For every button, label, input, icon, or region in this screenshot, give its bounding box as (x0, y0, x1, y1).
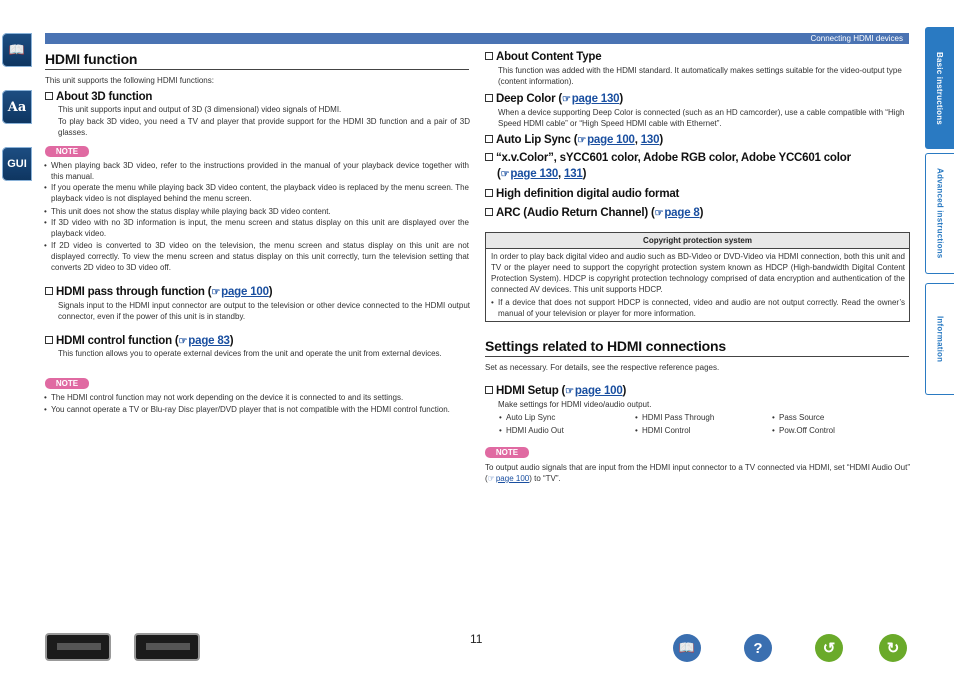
note-badge: NOTE (485, 447, 529, 458)
page-ref-icon: ☞ (211, 287, 221, 298)
page-ref-icon: ☞ (178, 336, 188, 347)
help-button[interactable] (744, 634, 772, 662)
tab-advanced-instructions[interactable]: Advanced instructions (925, 153, 954, 274)
forward-arrow-icon: ↻ (886, 640, 900, 657)
hdmi-setup-heading: HDMI Setup (☞page 100) (485, 385, 626, 397)
copyright-bullet: • If a device that does not support HDCP is connected, video and audio are not output correctly. Read the owner’s manual of your television or player for more information. (498, 297, 905, 319)
about-3d-p1: This unit supports input and output of 3D (3 dimensional) video signals of HDMI. (58, 105, 342, 114)
page-link[interactable]: page 100 (495, 474, 530, 483)
page-number: 11 (470, 632, 483, 646)
contents-button[interactable] (673, 634, 701, 662)
deep-color-heading: Deep Color (☞page 130) (485, 93, 623, 105)
note-item: • If 2D video is converted to 3D video on the television, the menu screen and status display on this unit are not displayed correctly. To view the menu screen and status display on this unit correctly, turn the television setting that converts 2D video to 3D video off. (51, 240, 469, 273)
question-icon: ? (753, 639, 763, 657)
font-icon[interactable]: Aa (2, 90, 32, 124)
note-badge: NOTE (45, 378, 89, 389)
note-text: To output audio signals that are input from the HDMI input connector to a TV connected via HDMI, set “HDMI Audio Out” (☞page 100) to “TV”. (485, 463, 910, 483)
section-header-bar (45, 33, 909, 44)
about-3d-p2: To play back 3D video, you need a TV and player that provide support for the HDMI 3D function and a pair of 3D glasses. (58, 117, 470, 137)
page-link[interactable]: page 130 (510, 168, 559, 180)
page-link[interactable]: 131 (564, 168, 583, 180)
page-ref-icon: ☞ (561, 94, 571, 105)
back-arrow-icon: ↺ (822, 640, 836, 657)
setup-item: • HDMI Control (642, 425, 762, 436)
xvcolor-refs: (☞page 130, 131) (497, 168, 587, 180)
content-type-body: This function was added with the HDMI standard. It automatically makes settings suitable for the video-output type (content information). (498, 66, 902, 86)
forward-button[interactable] (879, 634, 907, 662)
note-badge: NOTE (45, 146, 89, 157)
setup-item: • HDMI Pass Through (642, 412, 762, 423)
page-title: HDMI function (45, 51, 138, 67)
settings-intro: Set as necessary. For details, see the respective reference pages. (485, 363, 720, 372)
pass-through-heading: HDMI pass through function (☞page 100) (45, 286, 272, 298)
hdmi-setup-body: Make settings for HDMI video/audio output. (498, 400, 652, 409)
arc-heading: ARC (Audio Return Channel) (☞page 8) (485, 207, 703, 219)
tab-information[interactable]: Information (925, 283, 954, 395)
note-item: • If you operate the menu while playing back 3D video content, the playback video is replaced by the menu screen. The playback video is not displayed behind the menu screen. (51, 182, 469, 204)
note-item: • This unit does not show the status display while playing back 3D video content. (51, 206, 469, 217)
remote-control-button[interactable] (134, 633, 200, 661)
settings-title: Settings related to HDMI connections (485, 338, 726, 354)
page-link[interactable]: page 8 (664, 207, 700, 219)
section-title: Connecting HDMI devices (810, 34, 903, 43)
deep-color-body: When a device supporting Deep Color is connected (such as an HD camcorder), use a cable compatible with “High Speed HDMI cable” or “High Speed HDMI cable with Ethernet”. (498, 108, 905, 128)
page-link[interactable]: page 130 (571, 93, 620, 105)
copyright-body: In order to play back digital video and audio such as BD-Video or DVD-Video via HDMI connection, both this unit and TV or the player need to support the copyright protection system known as HDCP (High-bandwidth Digital Content Protection System). HDCP is copyright protection technology comprised of data encryption and authentication of the connected AV devices. This unit supports HDCP. (491, 252, 905, 294)
page-link[interactable]: page 100 (574, 385, 623, 397)
page-ref-icon: ☞ (487, 474, 495, 483)
page-ref-icon: ☞ (565, 386, 574, 397)
intro-text: This unit supports the following HDMI functions: (45, 76, 214, 85)
front-panel-button[interactable] (45, 633, 111, 661)
book-icon[interactable]: 📖 (2, 33, 32, 67)
content-type-heading: About Content Type (485, 51, 601, 63)
page-link[interactable]: page 100 (587, 134, 635, 146)
page-ref-icon: ☞ (500, 169, 510, 180)
page-link[interactable]: page 83 (188, 335, 230, 347)
lip-sync-heading: Auto Lip Sync (☞page 100, 130) (485, 134, 663, 146)
settings-rule (485, 356, 909, 357)
title-rule (45, 69, 469, 70)
gui-icon[interactable]: GUI (2, 147, 32, 181)
setup-item: • HDMI Audio Out (506, 425, 626, 436)
copyright-title: Copyright protection system (486, 233, 909, 249)
setup-item: • Pow.Off Control (779, 425, 899, 436)
copyright-box (485, 232, 910, 322)
about-3d-heading: About 3D function (45, 91, 152, 103)
back-button[interactable] (815, 634, 843, 662)
xvcolor-heading: “x.v.Color”, sYCC601 color, Adobe RGB color, Adobe YCC601 color (485, 152, 851, 164)
setup-item: • Pass Source (779, 412, 899, 423)
setup-item: • Auto Lip Sync (506, 412, 626, 423)
note-item: • When playing back 3D video, refer to the instructions provided in the manual of your playback device together with this manual. (51, 160, 469, 182)
control-heading: HDMI control function (☞page 83) (45, 335, 233, 347)
note-item: • The HDMI control function may not work depending on the device it is connected to and its settings. (51, 392, 469, 403)
pass-through-body: Signals input to the HDMI input connector are output to the television or other device connected to the HDMI output connector, even if the power of this unit is in standby. (58, 301, 470, 321)
page-ref-icon: ☞ (577, 135, 587, 146)
page-link[interactable]: page 100 (221, 286, 269, 298)
tab-basic-instructions[interactable]: Basic instructions (925, 27, 954, 149)
note-item: • If 3D video with no 3D information is input, the menu screen and status display on this unit are displayed over the playback video. (51, 217, 469, 239)
hd-audio-heading: High definition digital audio format (485, 188, 679, 200)
page-ref-icon: ☞ (654, 208, 664, 219)
page-link[interactable]: 130 (640, 134, 660, 146)
book-icon: 📖 (678, 640, 696, 655)
control-body: This function allows you to operate external devices from the unit and operate the unit from external devices. (58, 349, 442, 358)
note-item: • You cannot operate a TV or Blu-ray Disc player/DVD player that is not compatible with the HDMI control function. (51, 404, 469, 415)
